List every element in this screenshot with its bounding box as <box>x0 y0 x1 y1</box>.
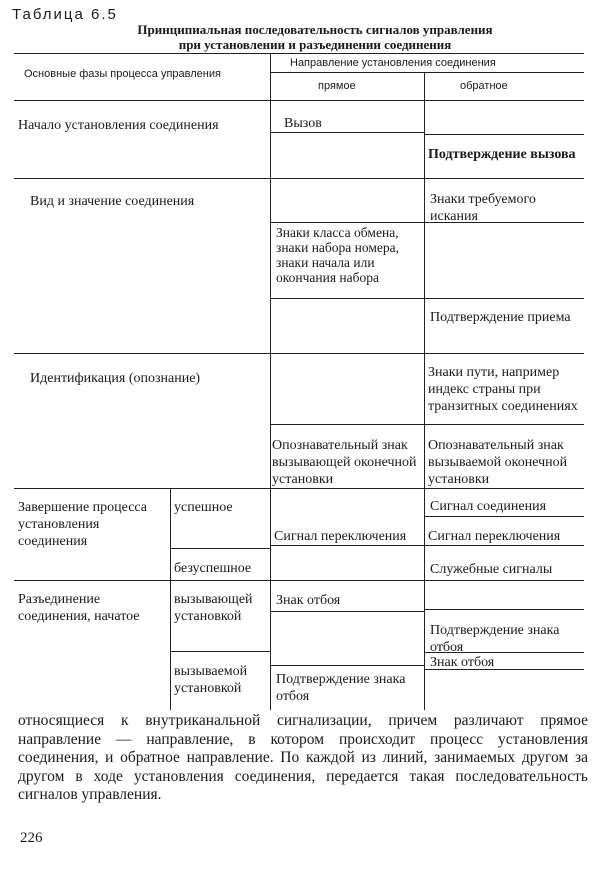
rule <box>424 545 584 546</box>
phase-kind-forward: Знаки класса обмена, знаки набора номера, знаки начала или окончания набора <box>276 225 400 285</box>
table-top-rule <box>14 53 584 54</box>
phase-start-backward: Подтверждение вызова <box>428 147 576 162</box>
header-bottom-rule <box>14 100 584 101</box>
rule <box>424 516 584 517</box>
header-rule-direction <box>270 72 584 73</box>
col-divider-sub <box>170 488 171 710</box>
table-title-line2: при установлении и разъединении соединения <box>178 37 452 52</box>
phase-start-forward: Вызов <box>284 116 322 131</box>
phase-identification-back1: Знаки пути, например индекс страны при транзитных соединениях <box>428 365 578 414</box>
phase-kind-back2: Подтверждение приема <box>430 310 571 325</box>
phase-disconnect-callee: вызываемой установкой <box>174 664 248 696</box>
phase-completion-back3: Служебные сигналы <box>430 562 553 577</box>
phase-identification: Идентификация (опознание) <box>30 371 201 386</box>
phase-completion-success: успешное <box>174 500 233 515</box>
phase-completion-forward: Сигнал переключения <box>274 529 407 544</box>
phase-completion-failure: безуспешное <box>174 561 252 576</box>
phase-completion-back1: Сигнал соединения <box>430 499 547 514</box>
rule <box>270 298 424 299</box>
phase-completion: Завершение процесса установления соединения <box>18 500 148 549</box>
rule <box>270 545 424 546</box>
body-paragraph: относящиеся к внутриканальной сигнализации, причем различают прямое направление — направление, в котором происходит процесс установления соединения, и обратное направление. По каждой из линий, занимаемых другом за другом в ходе установления соединения, передается такая последовательность сигналов управления. <box>18 712 588 804</box>
phase-identification-back2: Опознавательный знак вызываемой оконечной установки <box>428 438 568 487</box>
rule <box>270 665 424 666</box>
phase-kind: Вид и значение соединения <box>30 194 195 209</box>
phase-disconnect: Разъединение соединения, начатое <box>18 592 140 624</box>
rule <box>424 298 584 299</box>
phase-kind-back1: Знаки требуемого искания <box>430 192 536 224</box>
rule <box>270 132 424 133</box>
header-direction: Направление установления соединения <box>290 57 496 69</box>
phase-identification-forward: Опознавательный знак вызывающей оконечной установки <box>272 438 417 487</box>
rule <box>170 548 270 549</box>
header-phases: Основные фазы процесса управления <box>24 68 221 80</box>
rule <box>424 424 584 425</box>
phase-disconnect-forward2: Подтверждение знака отбоя <box>276 672 406 704</box>
phase-start: Начало установления соединения <box>18 118 219 133</box>
rule <box>424 609 584 610</box>
rule <box>270 611 424 612</box>
header-forward: прямое <box>318 80 356 92</box>
header-backward: обратное <box>460 80 508 92</box>
phase-disconnect-back2: Знак отбоя <box>430 655 495 670</box>
phase-disconnect-caller: вызывающей установкой <box>174 592 253 624</box>
col-divider-direction <box>424 72 425 710</box>
rule <box>424 134 584 135</box>
phase-completion-back2: Сигнал переключения <box>428 529 561 544</box>
rule <box>270 222 424 223</box>
row-sep-2 <box>14 353 584 354</box>
table-title-line1: Принципиальная последовательность сигналов управления <box>137 22 493 37</box>
rule <box>270 424 424 425</box>
rule <box>170 651 270 652</box>
row-sep-1 <box>14 178 584 179</box>
page-number: 226 <box>20 830 43 846</box>
row-sep-3 <box>14 488 584 489</box>
phase-disconnect-back1: Подтверждение знака отбоя <box>430 623 560 655</box>
row-sep-4 <box>14 580 584 581</box>
phase-disconnect-forward1: Знак отбоя <box>276 593 341 608</box>
table-caption: Таблица 6.5 <box>12 6 118 23</box>
